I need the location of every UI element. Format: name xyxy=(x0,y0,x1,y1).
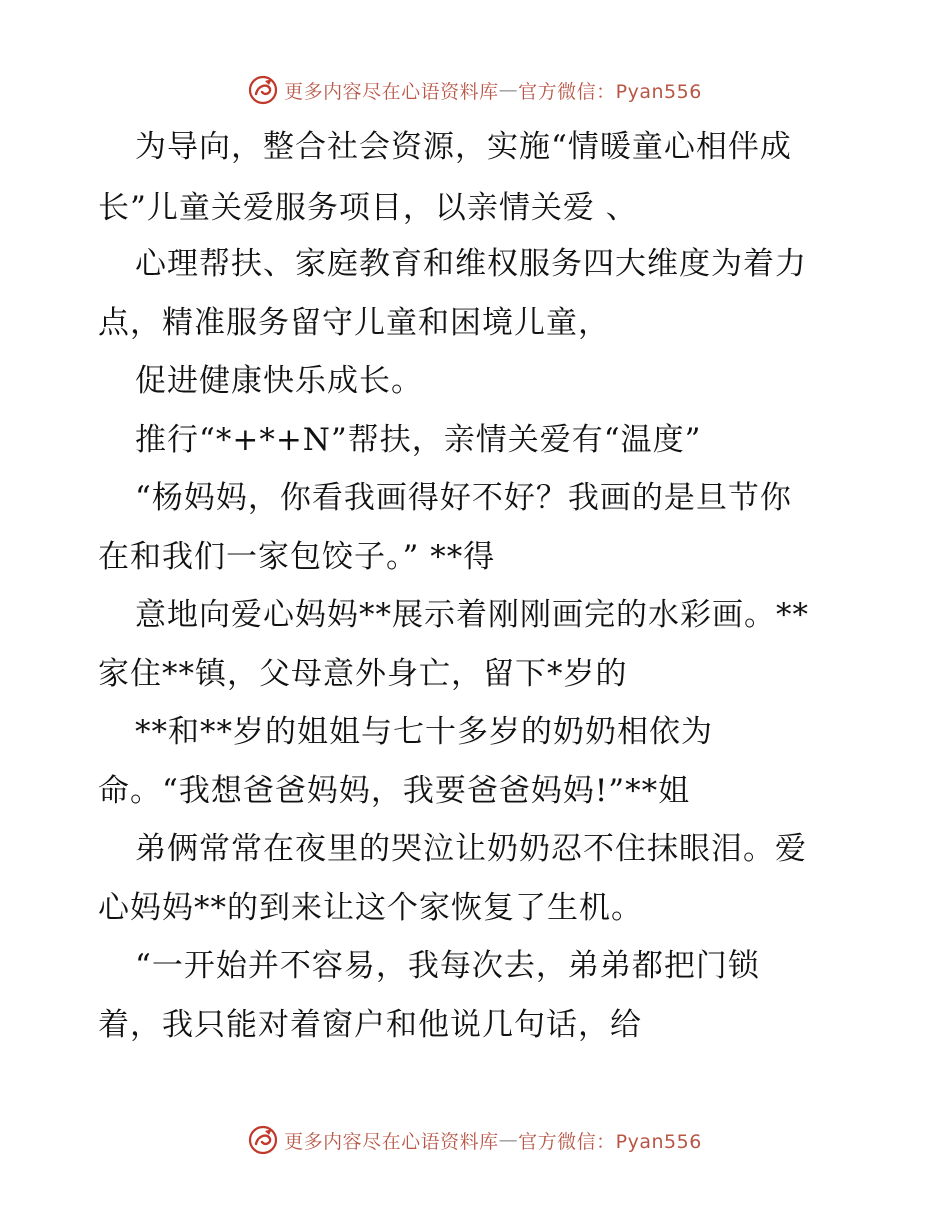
text-line: 心妈妈**的到来让这个家恢复了生机。 xyxy=(98,890,643,926)
text-line: “杨妈妈，你看我画得好不好？我画的是旦节你 xyxy=(135,480,792,516)
text-line: 命。“我想爸爸妈妈，我要爸爸妈妈!”**姐 xyxy=(98,773,691,809)
text-line: 意地向爱心妈妈**展示着刚刚画完的水彩画。** xyxy=(135,597,809,633)
text-line: 弟俩常常在夜里的哭泣让奶奶忍不住抹眼泪。爱 xyxy=(135,831,807,867)
text-line: 着，我只能对着窗户和他说几句话，给 xyxy=(98,1007,642,1043)
text-line: 促进健康快乐成长。 xyxy=(135,363,423,399)
text-line: 推行“*+*+N”帮扶，亲情关爱有“温度” xyxy=(135,422,702,458)
text-line: 为导向，整合社会资源，实施“情暖童心相伴成 xyxy=(135,129,792,165)
red-swirl-logo-icon xyxy=(248,75,278,105)
header-site-text: 更多内容尽在心语资料库 xyxy=(284,80,499,103)
header-dash: — xyxy=(498,79,519,101)
header-watermark-banner xyxy=(0,70,950,110)
text-line: 点，精准服务留守儿童和困境儿童， xyxy=(98,305,610,341)
header-wechat-text: 官方微信：Pyan556 xyxy=(518,80,702,103)
footer-watermark-banner xyxy=(0,1120,950,1160)
text-line: 家住**镇，父母意外身亡，留下*岁的 xyxy=(98,656,628,692)
red-swirl-logo-icon xyxy=(248,1125,278,1155)
text-line: “一开始并不容易，我每次去，弟弟都把门锁 xyxy=(135,948,760,984)
footer-site-text: 更多内容尽在心语资料库 xyxy=(284,1130,499,1153)
text-line: 心理帮扶、家庭教育和维权服务四大维度为着力 xyxy=(135,246,807,282)
footer-wechat-text: 官方微信：Pyan556 xyxy=(518,1130,702,1153)
text-line: **和**岁的姐姐与七十多岁的奶奶相依为 xyxy=(135,714,713,750)
footer-dash: — xyxy=(498,1129,519,1151)
text-line: 在和我们一家包饺子。” **得 xyxy=(98,539,496,575)
text-line: 长”儿童关爱服务项目，以亲情关爱 、 xyxy=(98,190,638,226)
